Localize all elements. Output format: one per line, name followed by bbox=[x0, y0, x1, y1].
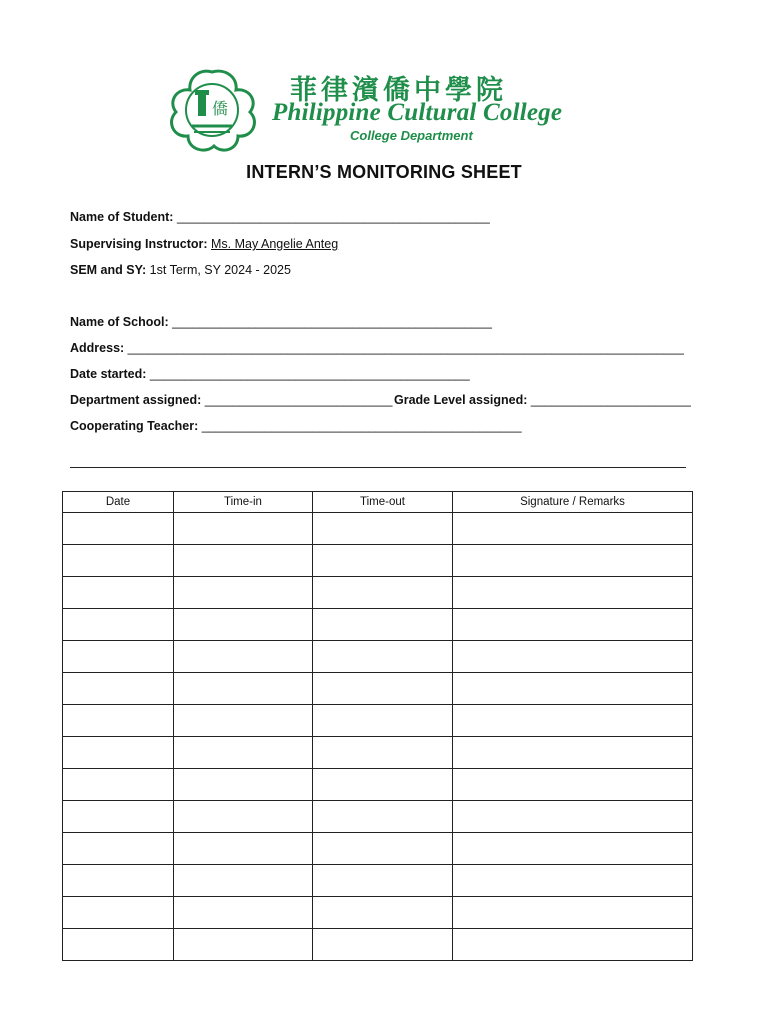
time-in-cell[interactable] bbox=[174, 705, 313, 737]
cooperating-teacher-line[interactable]: ______________________________________________ bbox=[201, 419, 522, 433]
sem-sy-field bbox=[70, 263, 291, 277]
department-assigned-line[interactable]: ___________________________ bbox=[204, 393, 393, 407]
signature-remarks-cell[interactable] bbox=[453, 609, 693, 641]
time-out-cell[interactable] bbox=[313, 737, 453, 769]
table-row bbox=[63, 929, 693, 961]
time-out-cell[interactable] bbox=[313, 897, 453, 929]
time-out-column-header: Time-out bbox=[313, 492, 453, 513]
time-out-cell[interactable] bbox=[313, 513, 453, 545]
cooperating-teacher-field[interactable] bbox=[70, 419, 522, 433]
table-row bbox=[63, 833, 693, 865]
time-in-cell[interactable] bbox=[174, 577, 313, 609]
supervising-instructor-value: Ms. May Angelie Anteg bbox=[211, 237, 339, 251]
page-title: INTERN’S MONITORING SHEET bbox=[246, 162, 522, 182]
time-in-cell[interactable] bbox=[174, 545, 313, 577]
table-row bbox=[63, 545, 693, 577]
time-out-cell[interactable] bbox=[313, 769, 453, 801]
date-cell[interactable] bbox=[63, 801, 174, 833]
signature-remarks-cell[interactable] bbox=[453, 801, 693, 833]
department-name: College Department bbox=[350, 128, 473, 143]
college-chinese-name: 菲律濱僑中學院 bbox=[290, 75, 507, 106]
grade-level-assigned-field[interactable] bbox=[394, 393, 691, 407]
time-in-cell[interactable] bbox=[174, 673, 313, 705]
date-cell[interactable] bbox=[63, 897, 174, 929]
signature-remarks-cell[interactable] bbox=[453, 929, 693, 961]
date-cell[interactable] bbox=[63, 577, 174, 609]
date-column-header: Date bbox=[63, 492, 174, 513]
table-row bbox=[63, 865, 693, 897]
time-in-cell[interactable] bbox=[174, 513, 313, 545]
signature-remarks-cell[interactable] bbox=[453, 641, 693, 673]
signature-remarks-cell[interactable] bbox=[453, 545, 693, 577]
date-cell[interactable] bbox=[63, 641, 174, 673]
table-row bbox=[63, 705, 693, 737]
name-of-student-line[interactable]: _____________________________________________ bbox=[176, 210, 490, 224]
time-in-cell[interactable] bbox=[174, 929, 313, 961]
monitoring-log-table bbox=[62, 491, 693, 961]
time-out-cell[interactable] bbox=[313, 929, 453, 961]
time-in-cell[interactable] bbox=[174, 897, 313, 929]
college-seal-logo bbox=[164, 66, 260, 152]
signature-remarks-column-header: Signature / Remarks bbox=[453, 492, 693, 513]
address-line[interactable]: ________________________________________________________________________________ bbox=[127, 341, 684, 355]
signature-remarks-cell[interactable] bbox=[453, 513, 693, 545]
section-divider bbox=[70, 467, 686, 468]
date-cell[interactable] bbox=[63, 769, 174, 801]
supervising-instructor-field bbox=[70, 237, 338, 251]
signature-remarks-cell[interactable] bbox=[453, 737, 693, 769]
table-row bbox=[63, 673, 693, 705]
table-row bbox=[63, 577, 693, 609]
time-in-cell[interactable] bbox=[174, 609, 313, 641]
time-out-cell[interactable] bbox=[313, 673, 453, 705]
table-row bbox=[63, 513, 693, 545]
address-label: Address: bbox=[70, 341, 125, 355]
time-in-column-header: Time-in bbox=[174, 492, 313, 513]
signature-remarks-cell[interactable] bbox=[453, 705, 693, 737]
date-started-label: Date started: bbox=[70, 367, 147, 381]
signature-remarks-cell[interactable] bbox=[453, 897, 693, 929]
date-cell[interactable] bbox=[63, 513, 174, 545]
date-started-field[interactable] bbox=[70, 367, 470, 381]
time-in-cell[interactable] bbox=[174, 801, 313, 833]
date-cell[interactable] bbox=[63, 737, 174, 769]
signature-remarks-cell[interactable] bbox=[453, 865, 693, 897]
time-out-cell[interactable] bbox=[313, 577, 453, 609]
date-started-line[interactable]: ______________________________________________ bbox=[149, 367, 470, 381]
table-header-row bbox=[63, 492, 693, 513]
date-cell[interactable] bbox=[63, 705, 174, 737]
signature-remarks-cell[interactable] bbox=[453, 673, 693, 705]
time-out-cell[interactable] bbox=[313, 705, 453, 737]
name-of-student-label: Name of Student: bbox=[70, 210, 174, 224]
table-row bbox=[63, 801, 693, 833]
name-of-student-field[interactable] bbox=[70, 210, 490, 224]
table-row bbox=[63, 641, 693, 673]
table-row bbox=[63, 609, 693, 641]
table-row bbox=[63, 737, 693, 769]
name-of-school-field[interactable] bbox=[70, 315, 492, 329]
time-out-cell[interactable] bbox=[313, 833, 453, 865]
cooperating-teacher-label: Cooperating Teacher: bbox=[70, 419, 199, 433]
table-row bbox=[63, 897, 693, 929]
sem-sy-value: 1st Term, SY 2024 - 2025 bbox=[149, 263, 291, 277]
date-cell[interactable] bbox=[63, 545, 174, 577]
department-assigned-label: Department assigned: bbox=[70, 393, 202, 407]
supervising-instructor-label: Supervising Instructor: bbox=[70, 237, 208, 251]
time-out-cell[interactable] bbox=[313, 865, 453, 897]
time-in-cell[interactable] bbox=[174, 737, 313, 769]
signature-remarks-cell[interactable] bbox=[453, 577, 693, 609]
date-cell[interactable] bbox=[63, 833, 174, 865]
grade-level-assigned-label: Grade Level assigned: bbox=[394, 393, 528, 407]
date-cell[interactable] bbox=[63, 673, 174, 705]
signature-remarks-cell[interactable] bbox=[453, 769, 693, 801]
time-out-cell[interactable] bbox=[313, 609, 453, 641]
time-out-cell[interactable] bbox=[313, 801, 453, 833]
college-name: Philippine Cultural College bbox=[272, 99, 563, 126]
name-of-school-label: Name of School: bbox=[70, 315, 169, 329]
table-body bbox=[63, 513, 693, 961]
department-assigned-field[interactable] bbox=[70, 393, 392, 407]
time-out-cell[interactable] bbox=[313, 641, 453, 673]
name-of-school-line[interactable]: ______________________________________________ bbox=[172, 315, 492, 329]
grade-level-assigned-line[interactable]: _______________________ bbox=[530, 393, 691, 407]
time-out-cell[interactable] bbox=[313, 545, 453, 577]
time-in-cell[interactable] bbox=[174, 865, 313, 897]
time-in-cell[interactable] bbox=[174, 641, 313, 673]
seal-character: 僑 bbox=[211, 99, 229, 118]
date-cell[interactable] bbox=[63, 929, 174, 961]
date-cell[interactable] bbox=[63, 865, 174, 897]
date-cell[interactable] bbox=[63, 609, 174, 641]
sem-sy-label: SEM and SY: bbox=[70, 263, 147, 277]
time-in-cell[interactable] bbox=[174, 833, 313, 865]
time-in-cell[interactable] bbox=[174, 769, 313, 801]
signature-remarks-cell[interactable] bbox=[453, 833, 693, 865]
address-field[interactable] bbox=[70, 341, 684, 355]
table-row bbox=[63, 769, 693, 801]
